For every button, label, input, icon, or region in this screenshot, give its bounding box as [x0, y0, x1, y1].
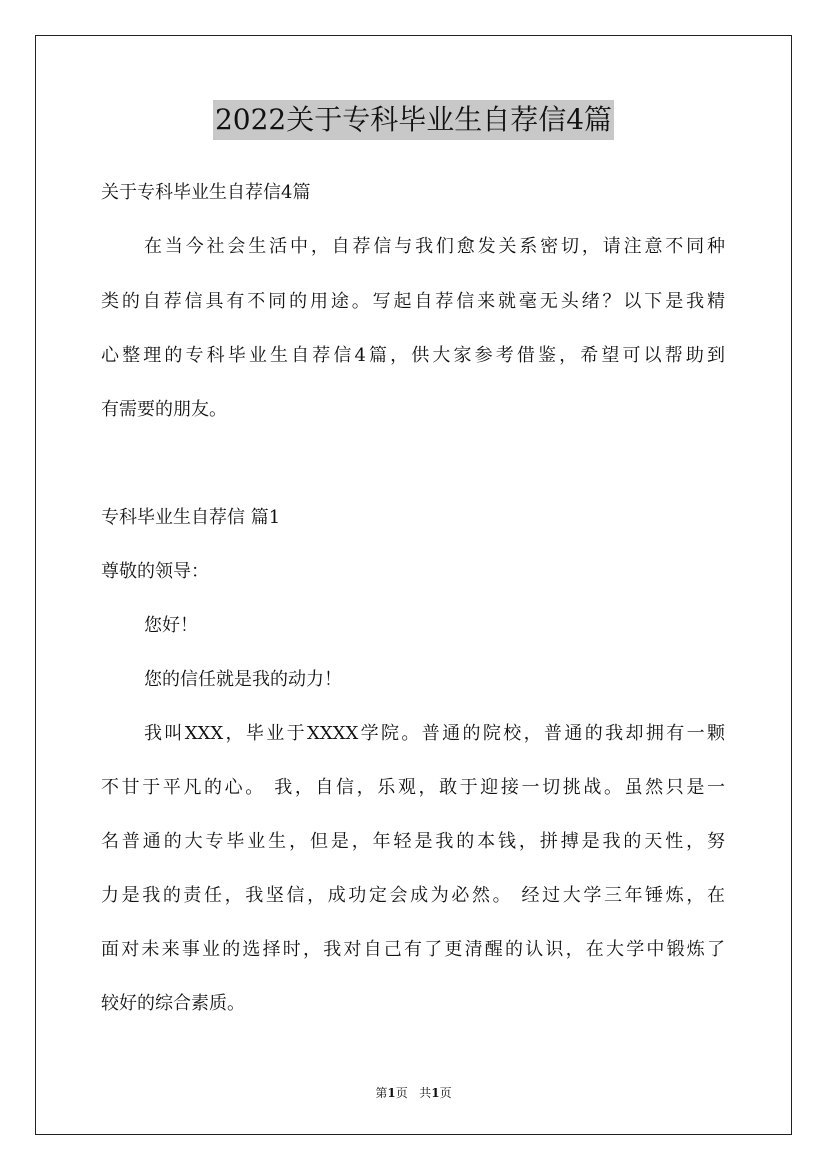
- subtitle: 关于专科毕业生自荐信4篇: [101, 182, 311, 203]
- footer-total-suffix: 页: [439, 1086, 452, 1100]
- body-line: 名普通的大专毕业生，但是，年轻是我的本钱，拼搏是我的天性，努: [101, 831, 725, 852]
- page-footer: [0, 1085, 827, 1101]
- trust-line: 您的信任就是我的动力！: [144, 669, 342, 690]
- title-container: [0, 100, 827, 140]
- body-line: 面对未来事业的选择时，我对自己有了更清醒的认识，在大学中锻炼了: [101, 939, 725, 960]
- intro-line: 有需要的朋友。: [101, 399, 227, 420]
- greeting: 您好！: [144, 615, 198, 636]
- salutation: 尊敬的领导：: [101, 561, 209, 582]
- footer-page-prefix: 第: [375, 1086, 388, 1100]
- footer-page-suffix: 页: [395, 1086, 408, 1100]
- body-line: 较好的综合素质。: [101, 993, 245, 1014]
- footer-total-prefix: 共: [419, 1086, 432, 1100]
- footer-page-number: 1: [387, 1086, 396, 1100]
- intro-line: 在当今社会生活中，自荐信与我们愈发关系密切，请注意不同种: [144, 236, 725, 257]
- intro-line: 类的自荐信具有不同的用途。写起自荐信来就毫无头绪？以下是我精: [101, 291, 725, 312]
- intro-line: 心整理的专科毕业生自荐信4篇，供大家参考借鉴，希望可以帮助到: [101, 345, 725, 366]
- document-title: 2022关于专科毕业生自荐信4篇: [213, 100, 614, 140]
- footer-total-number: 1: [431, 1086, 440, 1100]
- body-line: 我叫XXX，毕业于XXXX学院。普通的院校，普通的我却拥有一颗: [144, 723, 725, 744]
- body-line: 不甘于平凡的心。 我，自信，乐观，敢于迎接一切挑战。虽然只是一: [101, 777, 725, 798]
- section-heading: 专科毕业生自荐信 篇1: [101, 507, 281, 528]
- body-line: 力是我的责任，我坚信，成功定会成为必然。 经过大学三年锤炼，在: [101, 885, 725, 906]
